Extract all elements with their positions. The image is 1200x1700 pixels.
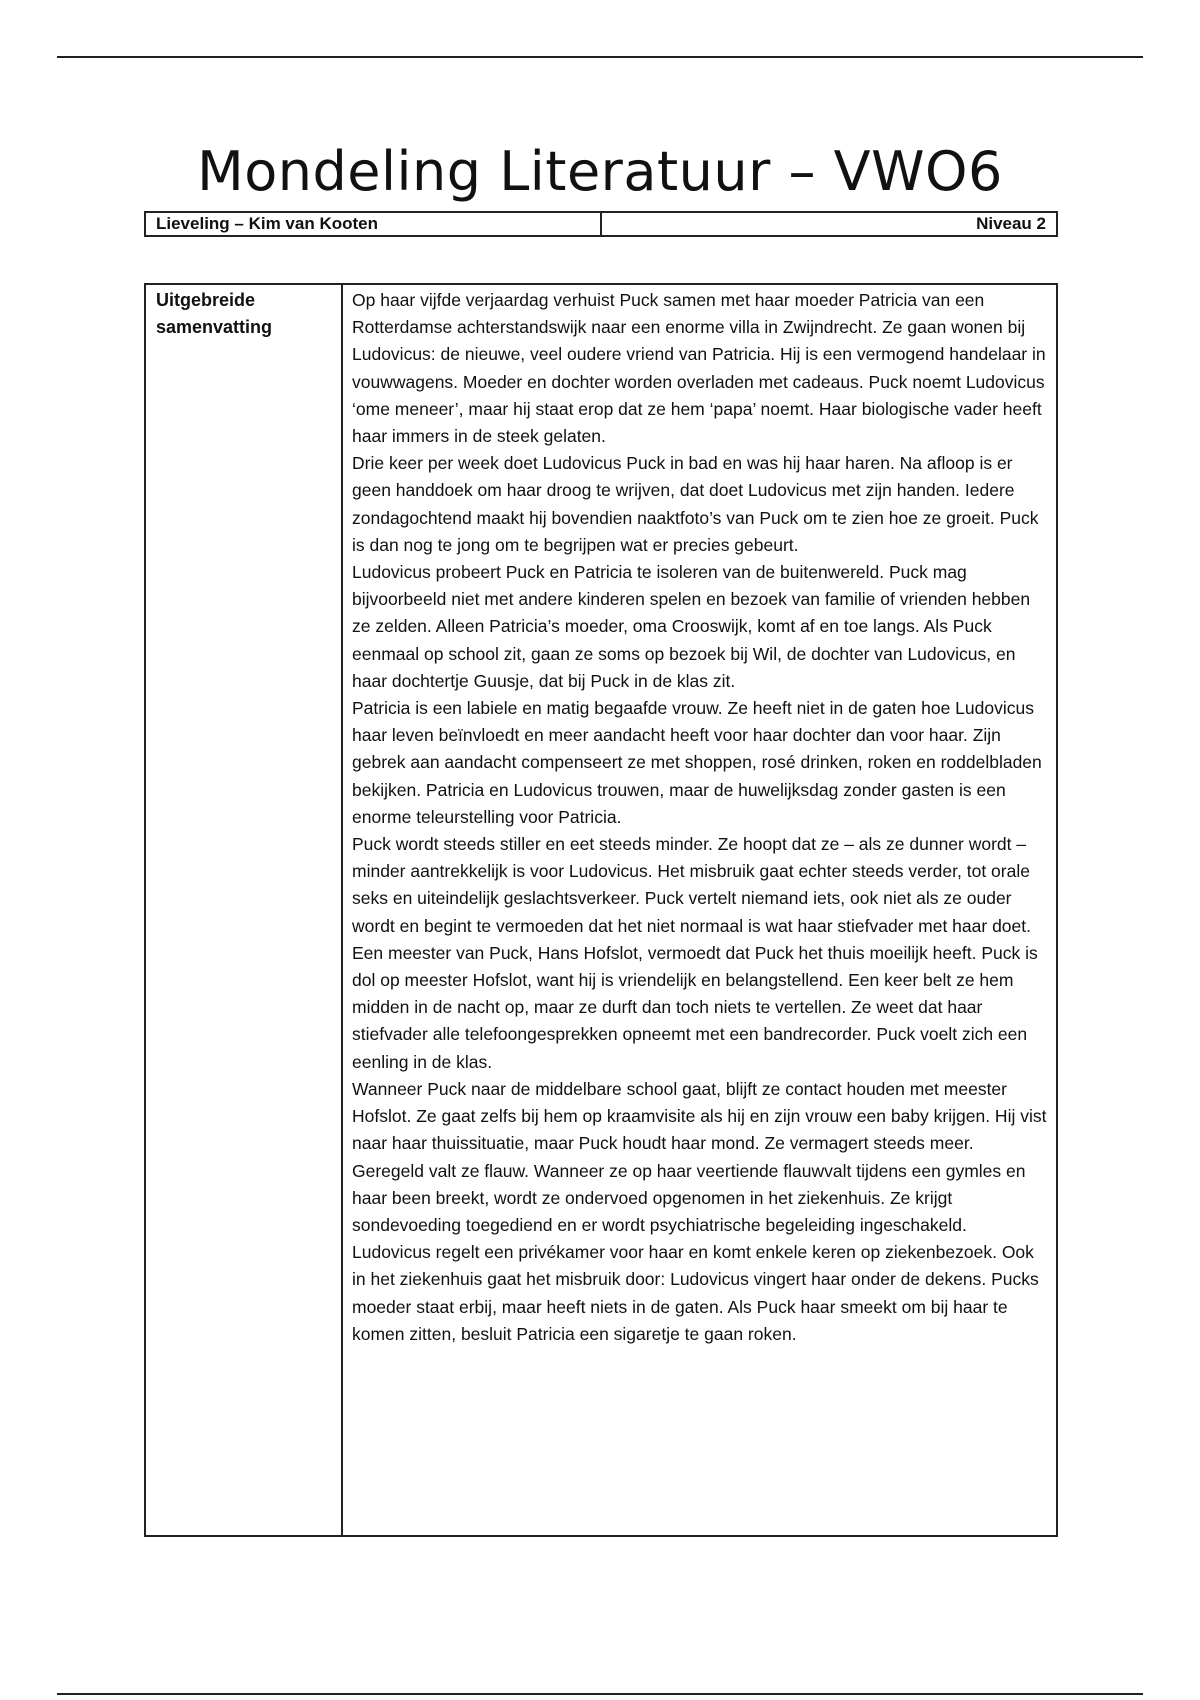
summary-content-cell <box>343 285 1056 1535</box>
page-title: Mondeling Literatuur – VWO6 <box>197 140 1003 203</box>
summary-paragraph: Een meester van Puck, Hans Hofslot, vermoedt dat Puck het thuis moeilijk heeft. Puck is dol op meester Hofslot, want hij is vriendelijk en belangstellend. Een keer belt ze hem midden in de nacht op, maar ze durft dan toch niets te vertellen. Ze weet dat haar stiefvader alle telefoongesprekken opneemt met een bandrecorder. Puck voelt zich een eenling in de klas. <box>352 942 1038 1072</box>
summary-label-line2: samenvatting <box>156 317 273 337</box>
header-rule <box>57 56 1143 58</box>
summary-paragraph: Puck wordt steeds stiller en eet steeds minder. Ze hoopt dat ze – als ze dunner wordt – minder aantrekkelijk is voor Ludovicus. Het misbruik gaat echter steeds verder, tot orale seks en uiteindelijk geslachtsverkeer. Puck vertelt niemand iets, ook niet als ze ouder wordt en begint te vermoeden dat het niet normaal is wat haar stiefvader met haar doet. <box>352 834 1031 936</box>
book-info-table <box>144 211 1058 237</box>
summary-label-line1: Uitgebreide <box>156 290 256 310</box>
summary-table <box>144 283 1058 1537</box>
summary-paragraph: Wanneer Puck naar de middelbare school gaat, blijft ze contact houden met meester Hofslot. Ze gaat zelfs bij hem op kraamvisite als hij en zijn vrouw een baby krijgen. Hij vist naar haar thuissituatie, maar Puck houdt haar mond. Ze vermagert steeds meer. Geregeld valt ze flauw. Wanneer ze op haar veertiende flauwvalt tijdens een gymles en haar been breekt, wordt ze ondervoed opgenomen in het ziekenhuis. Ze krijgt sondevoeding toegediend en er wordt psychiatrische begeleiding ingeschakeld. Ludovicus regelt een privékamer voor haar en komt enkele keren op ziekenbezoek. Ook in het ziekenhuis gaat het misbruik door: Ludovicus vingert haar onder de dekens. Pucks moeder staat erbij, maar heeft niets in de gaten. Als Puck haar smeekt om bij haar te komen zitten, besluit Patricia een sigaretje te gaan roken. <box>352 1078 1047 1344</box>
summary-label-cell <box>146 285 343 1535</box>
summary-paragraph: Drie keer per week doet Ludovicus Puck in bad en was hij haar haren. Na afloop is er geen handdoek om haar droog te wrijven, dat doet Ludovicus met zijn handen. Iedere zondagochtend maakt hij bovendien naaktfoto’s van Puck om te zien hoe ze groeit. Puck is dan nog te jong om te begrijpen wat er precies gebeurt. <box>352 453 1039 555</box>
summary-paragraph: Ludovicus probeert Puck en Patricia te isoleren van de buitenwereld. Puck mag bijvoorbeeld niet met andere kinderen spelen en bezoek van familie of vrienden hebben ze zelden. Alleen Patricia’s moeder, oma Crooswijk, komt af en toe langs. Als Puck eenmaal op school zit, gaan ze soms op bezoek bij Wil, de dochter van Ludovicus, en haar dochtertje Guusje, dat bij Puck in de klas zit. <box>352 562 1031 691</box>
footer-rule <box>57 1693 1143 1695</box>
summary-paragraph: Op haar vijfde verjaardag verhuist Puck samen met haar moeder Patricia van een Rotterdamse achterstandswijk naar een enorme villa in Zwijndrecht. Ze gaan wonen bij Ludovicus: de nieuwe, veel oudere vriend van Patricia. Hij is een vermogend handelaar in vouwwagens. Moeder en dochter worden overladen met cadeaus. Puck noemt Ludovicus ‘ome meneer’, maar hij staat erop dat ze hem ‘papa’ noemt. Haar biologische vader heeft haar immers in de steek gelaten. <box>352 290 1046 447</box>
level-label: Niveau 2 <box>976 214 1046 233</box>
summary-paragraph: Patricia is een labiele en matig begaafde vrouw. Ze heeft niet in de gaten hoe Ludovicus haar leven beïnvloedt en meer aandacht heeft voor haar dochter dan voor haar. Zijn gebrek aan aandacht compenseert ze met shoppen, rosé drinken, roken en roddelbladen bekijken. Patricia en Ludovicus trouwen, maar de huwelijksdag zonder gasten is een enorme teleurstelling voor Patricia. <box>352 698 1042 827</box>
book-title-author: Lieveling – Kim van Kooten <box>146 213 602 235</box>
